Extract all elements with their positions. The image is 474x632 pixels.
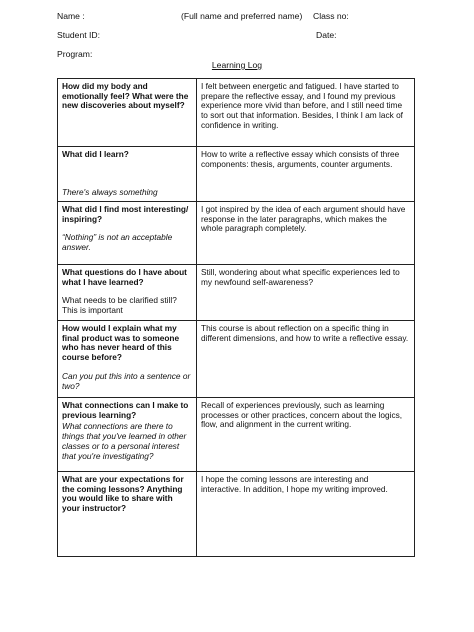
question-note: There's always something: [62, 187, 158, 198]
answer-cell: How to write a reflective essay which consists of three components: thesis, arguments, counter arguments.: [197, 147, 415, 202]
student-id-label: Student ID:: [57, 30, 100, 40]
question-cell: [58, 398, 197, 472]
question-note: What needs to be clarified still? This is important: [62, 295, 177, 316]
table-row: [58, 202, 415, 265]
program-label: Program:: [57, 49, 93, 59]
question-text: What did I find most interesting/ inspiring?: [62, 204, 189, 224]
answer-cell: I felt between energetic and fatigued. I have started to prepare the reflective essay, and I found my previous experience more vivid than before, and I still need time to sort out that information. Besides, I think I am lack of confidence in writing.: [197, 79, 415, 147]
question-note: What connections are there to things that you've learned in other classes or to a personal interest that you're investigating?: [62, 421, 187, 461]
answer-cell: I got inspired by the idea of each argument should have response in the later paragraphs, which makes the whole paragraph completely.: [197, 202, 415, 265]
question-text: How would I explain what my final product was to someone who has never heard of this course before?: [62, 323, 180, 363]
question-cell: [58, 321, 197, 398]
answer-cell: This course is about reflection on a specific thing in different dimensions, and how to write a reflective essay.: [197, 321, 415, 398]
question-text: What questions do I have about what I have learned?: [62, 267, 187, 287]
question-cell: [58, 265, 197, 321]
question-note: “Nothing” is not an acceptable answer.: [62, 232, 173, 253]
table-row: [58, 147, 415, 202]
table-row: [58, 265, 415, 321]
answer-cell: Recall of experiences previously, such as learning processes or other practices, concern about the logics, flow, and alignment in the current writing.: [197, 398, 415, 472]
question-text: What did I learn?: [62, 149, 129, 159]
learning-log-table: [57, 78, 415, 557]
answer-cell: Still, wondering about what specific experiences led to my newfound self-awareness?: [197, 265, 415, 321]
question-cell: [58, 472, 197, 557]
name-label: Name :: [57, 11, 85, 21]
page-title: Learning Log: [211, 60, 263, 70]
question-note: Can you put this into a sentence or two?: [62, 370, 191, 391]
table-row: [58, 79, 415, 147]
name-hint: (Full name and preferred name): [181, 11, 303, 21]
class-no-label: Class no:: [313, 11, 349, 21]
question-text: What are your expectations for the coming lessons? Anything you would like to share with your instructor?: [62, 474, 184, 514]
question-cell: [58, 202, 197, 265]
question-text: How did my body and emotionally feel? What were the new discoveries about myself?: [62, 81, 189, 111]
date-label: Date:: [316, 30, 337, 40]
question-cell: [58, 79, 197, 147]
question-text: What connections can I make to previous learning?: [62, 400, 189, 420]
table-row: [58, 472, 415, 557]
table-row: [58, 398, 415, 472]
table-row: [58, 321, 415, 398]
question-cell: [58, 147, 197, 202]
answer-cell: I hope the coming lessons are interesting and interactive. In addition, I hope my writing improved.: [197, 472, 415, 557]
